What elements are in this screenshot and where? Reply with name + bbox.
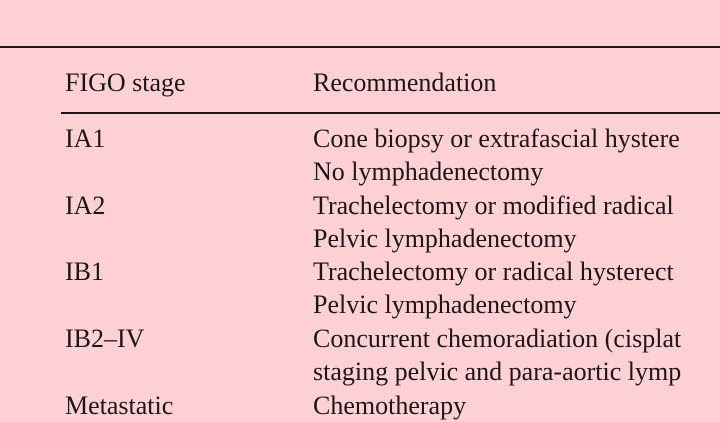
table-row-stage-ib2-iv: IB2–IV — [65, 324, 145, 353]
table-row-rec-ib1-line1: Trachelectomy or radical hysterect — [313, 257, 674, 286]
header-figo-stage: FIGO stage — [65, 68, 186, 97]
table-row-rec-ib1-line2: Pelvic lymphadenectomy — [313, 290, 577, 319]
table-row-stage-metastatic: Metastatic — [65, 391, 174, 420]
table-row-rec-ia1-line2: No lymphadenectomy — [313, 157, 544, 186]
table-header-rule — [61, 112, 720, 114]
table-row-stage-ib1: IB1 — [65, 257, 104, 286]
table-top-rule — [0, 46, 720, 48]
table-row-stage-ia2: IA2 — [65, 191, 106, 220]
table-row-rec-ia2-line2: Pelvic lymphadenectomy — [313, 224, 577, 253]
table-row-rec-metastatic-line1: Chemotherapy — [313, 391, 467, 420]
table-row-rec-ia1-line1: Cone biopsy or extrafascial hystere — [313, 124, 680, 153]
table-row-stage-ia1: IA1 — [65, 124, 106, 153]
table-row-rec-ia2-line1: Trachelectomy or modified radical — [313, 191, 674, 220]
header-recommendation: Recommendation — [313, 68, 497, 97]
table-row-rec-ib2-iv-line1: Concurrent chemoradiation (cisplat — [313, 324, 682, 353]
table-row-rec-ib2-iv-line2: staging pelvic and para-aortic lymp — [313, 357, 682, 386]
